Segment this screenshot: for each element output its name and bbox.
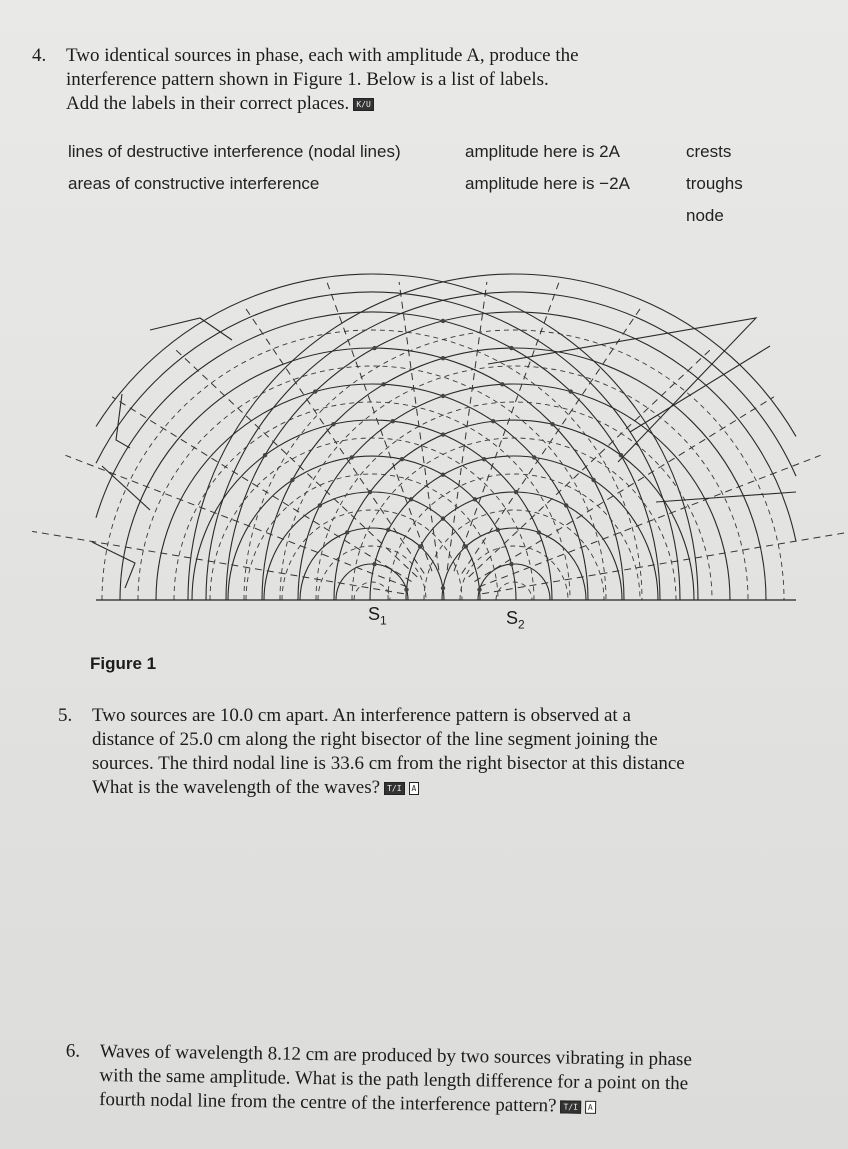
label-amplitude-2a: amplitude here is 2A: [465, 142, 620, 161]
student-pointer-line: [116, 394, 130, 448]
constructive-point: [477, 587, 481, 591]
constructive-point: [441, 473, 445, 477]
question-4-line-1: Two identical sources in phase, each with amplitude A, produce the: [66, 45, 579, 66]
constructive-point: [482, 457, 486, 461]
student-pointer-line: [102, 466, 150, 510]
a-badge-q6: A: [585, 1101, 596, 1114]
constructive-point: [619, 453, 623, 457]
constructive-point: [372, 346, 376, 350]
question-6-number: 6.: [65, 1040, 81, 1062]
question-5-line-2: distance of 25.0 cm along the right bisector of the line segment joining the: [92, 729, 658, 750]
question-6-line-1: Waves of wavelength 8.12 cm are produced by two sources vibrating in phase: [99, 1040, 692, 1071]
nodal-line: [399, 282, 439, 570]
s2-subscript: 2: [518, 617, 525, 632]
constructive-point: [509, 346, 513, 350]
constructive-point: [263, 453, 267, 457]
constructive-point: [381, 382, 385, 386]
nodal-line: [479, 455, 821, 587]
s1-trough-arc: [282, 510, 462, 600]
constructive-point: [391, 419, 395, 423]
constructive-point: [404, 587, 408, 591]
constructive-point: [386, 528, 390, 532]
label-amplitude-neg-2a: amplitude here is −2A: [465, 174, 630, 193]
constructive-point: [496, 528, 500, 532]
ti-badge: T/I: [384, 782, 404, 795]
label-constructive: areas of constructive interference: [68, 174, 320, 193]
constructive-point: [350, 455, 354, 459]
nodal-line: [32, 531, 404, 593]
s2-letter: S: [506, 608, 519, 628]
question-4-number: 4.: [32, 45, 47, 66]
constructive-point: [537, 530, 541, 534]
question-4-line-2: interference pattern shown in Figure 1. Below is a list of labels.: [66, 69, 549, 90]
trough-arcs: [102, 330, 784, 600]
s2-trough-arc: [424, 510, 604, 600]
question-6: [65, 1040, 810, 1122]
constructive-point: [441, 432, 445, 436]
a-badge: A: [409, 782, 420, 795]
constructive-point: [564, 503, 568, 507]
question-5-line-4-text: What is the wavelength of the waves?: [92, 777, 381, 798]
constructive-point: [591, 478, 595, 482]
label-crests: crests: [686, 142, 732, 161]
question-5-number: 5.: [58, 705, 73, 726]
label-troughs: troughs: [686, 174, 743, 193]
constructive-point: [441, 319, 445, 323]
node-dots: [263, 319, 623, 592]
figure-caption: Figure 1: [90, 654, 157, 673]
constructive-point: [290, 478, 294, 482]
question-6-line-3-text: fourth nodal line from the centre of the interference pattern?: [99, 1088, 557, 1117]
s1-crest-arc: [96, 274, 698, 600]
constructive-point: [509, 562, 513, 566]
ku-badge: K/U: [353, 98, 373, 111]
constructive-point: [418, 544, 422, 548]
constructive-point: [491, 419, 495, 423]
crest-arcs: [96, 274, 796, 600]
constructive-point: [372, 562, 376, 566]
nodal-line: [482, 531, 848, 593]
constructive-point: [368, 490, 372, 494]
constructive-point: [464, 544, 468, 548]
constructive-point: [473, 497, 477, 501]
constructive-point: [441, 356, 445, 360]
source-s1-label: [368, 604, 387, 628]
constructive-point: [532, 455, 536, 459]
question-5: [58, 704, 822, 800]
question-5-line-1: Two sources are 10.0 cm apart. An interference pattern is observed at a: [92, 705, 631, 726]
student-pointer-line: [92, 542, 135, 588]
s2-trough-arc: [496, 582, 532, 600]
constructive-point: [550, 422, 554, 426]
constructive-point: [318, 503, 322, 507]
constructive-point: [313, 389, 317, 393]
s1-subscript: 1: [380, 613, 387, 628]
label-nodal-lines: lines of destructive interference (nodal lines): [68, 142, 401, 161]
constructive-point: [441, 586, 445, 590]
s1-trough-arc: [354, 582, 390, 600]
question-6-line-2: with the same amplitude. What is the path length difference for a point on the: [99, 1064, 689, 1095]
ti-badge-q6: T/I: [560, 1101, 581, 1114]
constructive-point: [400, 457, 404, 461]
constructive-point: [569, 389, 573, 393]
source-s2-label: [506, 608, 525, 632]
s1-crest-arc: [96, 292, 680, 600]
nodal-line: [447, 282, 487, 570]
question-5-line-3: sources. The third nodal line is 33.6 cm from the right bisector at this distance: [92, 753, 685, 774]
s1-letter: S: [368, 604, 381, 624]
constructive-point: [345, 530, 349, 534]
s2-crest-arc: [188, 274, 796, 600]
label-node: node: [686, 206, 724, 225]
question-4-line-3-text: Add the labels in their correct places.: [66, 93, 350, 114]
constructive-point: [500, 382, 504, 386]
constructive-point: [441, 394, 445, 398]
nodal-line: [112, 397, 411, 582]
nodal-line: [475, 397, 774, 582]
question-5-line-4: [92, 776, 822, 800]
constructive-point: [441, 516, 445, 520]
constructive-point: [409, 497, 413, 501]
s2-trough-arc: [244, 330, 784, 600]
constructive-point: [331, 422, 335, 426]
constructive-point: [514, 490, 518, 494]
